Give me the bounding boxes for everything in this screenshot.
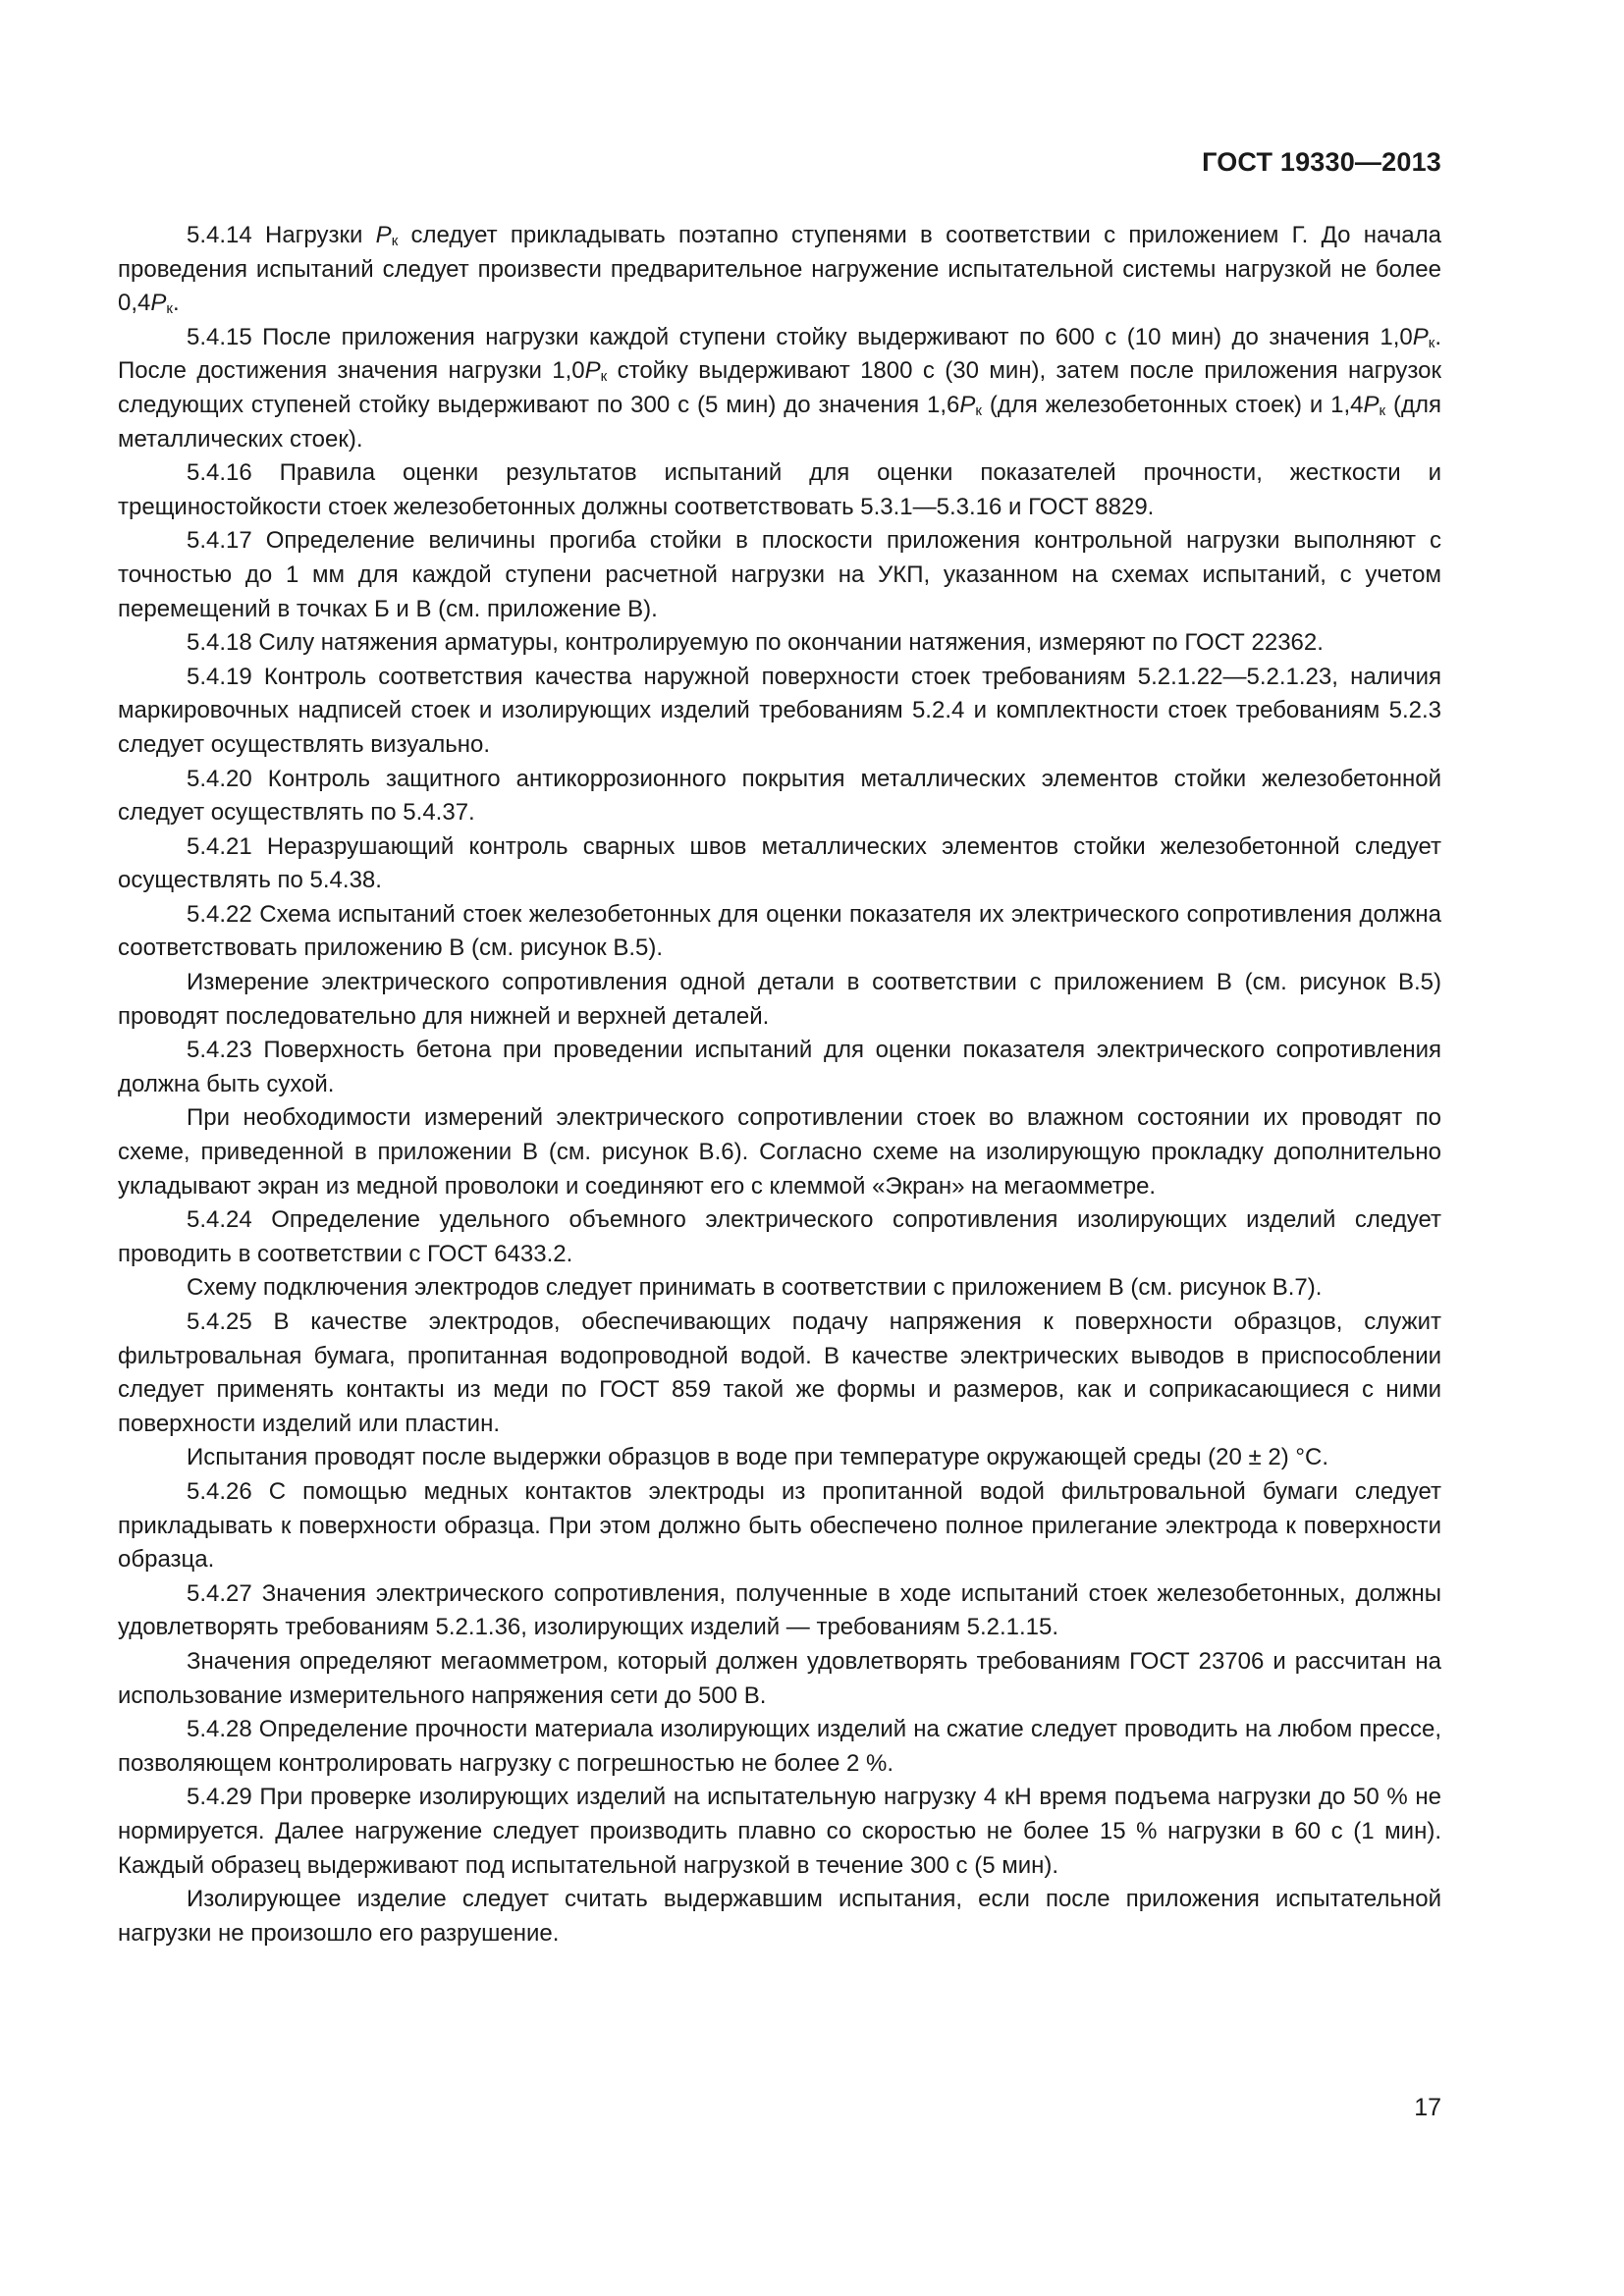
- page-number: 17: [1414, 2094, 1441, 2121]
- document-id-header: ГОСТ 19330—2013: [1202, 147, 1441, 177]
- symbol-p: P: [375, 222, 392, 248]
- paragraph-5-4-16: 5.4.16 Правила оценки результатов испытаний для оценки показателей прочности, жесткости и трещиностойкости стоек железобетонных должны соответствовать 5.3.1—5.3.16 и ГОСТ 8829.: [118, 459, 1441, 520]
- paragraph-5-4-22: 5.4.22 Схема испытаний стоек железобетонных для оценки показателя их электрического сопротивления должна соответствовать приложению В (см. рисунок В.5).: [118, 900, 1441, 962]
- document-body: [118, 219, 1441, 1950]
- paragraph-5-4-17: 5.4.17 Определение величины прогиба стойки в плоскости приложения контрольной нагрузки выполняют с точностью до 1 мм для каждой ступени расчетной нагрузки на УКП, указанном на схемах испытаний, с учетом перемещений в точках Б и В (см. приложение В).: [118, 527, 1441, 622]
- paragraph-5-4-24-continued: Схему подключения электродов следует принимать в соответствии с приложением В (см. рисунок В.7).: [187, 1274, 1323, 1302]
- paragraph-5-4-15: 5.4.15 После приложения нагрузки каждой ступени стойку выдерживают по 600 с (10 мин) до значения $1,0P_к$. После достижения значения нагрузки $1,0P_к$ стойку выдерживают 1800 с (30 мин), затем после приложения нагрузок следующих ступеней стойку выдерживают по 300 с (5 мин) до значения $1,6P_к$ (для железобетонных стоек) и $1,4P_к$ (для металлических стоек).: [118, 323, 1441, 453]
- paragraph-5-4-20: 5.4.20 Контроль защитного антикоррозионного покрытия металлических элементов стойки железобетонной следует осуществлять по 5.4.37.: [118, 765, 1441, 827]
- subscript-k: к: [166, 300, 173, 318]
- subscript-k: к: [975, 401, 982, 419]
- paragraph-5-4-29: 5.4.29 При проверке изолирующих изделий на испытательную нагрузку 4 кН время подъема нагрузки до 50 % не нормируется. Далее нагружение следует производить плавно со скоростью не более 15 % нагрузки в 60 с (1 мин). Каждый образец выдерживают под испытательной нагрузкой в течение 300 с (5 мин).: [118, 1784, 1441, 1879]
- symbol-p: P: [959, 391, 976, 418]
- paragraph-5-4-28: 5.4.28 Определение прочности материала изолирующих изделий на сжатие следует проводить на любом прессе, позволяющем контролировать нагрузку с погрешностью не более 2 %.: [118, 1716, 1441, 1777]
- paragraph-5-4-25: 5.4.25 В качестве электродов, обеспечивающих подачу напряжения к поверхности образцов, служит фильтровальная бумага, пропитанная водопроводной водой. В качестве электрических выводов в приспособлении следует применять контакты из меди по ГОСТ 859 такой же формы и размеров, как и соприкасающиеся с ними поверхности изделий или пластин.: [118, 1308, 1441, 1437]
- paragraph-5-4-27: 5.4.27 Значения электрического сопротивления, полученные в ходе испытаний стоек железобетонных, должны удовлетворять требованиям 5.2.1.36, изолирующих изделий — требованиям 5.2.1.15.: [118, 1579, 1441, 1641]
- subscript-k: к: [1379, 401, 1386, 419]
- paragraph-5-4-23: 5.4.23 Поверхность бетона при проведении испытаний для оценки показателя электрического сопротивления должна быть сухой.: [118, 1037, 1441, 1097]
- subscript-k: к: [1428, 334, 1435, 351]
- symbol-p: P: [1412, 323, 1429, 350]
- paragraph-5-4-25-continued: Испытания проводят после выдержки образцов в воде при температуре окружающей среды (20 ± 2) °С.: [187, 1444, 1328, 1471]
- paragraph-5-4-19: 5.4.19 Контроль соответствия качества наружной поверхности стоек требованиям 5.2.1.22—5.2.1.23, наличия маркировочных надписей стоек и изолирующих изделий требованиям 5.2.4 и комплектности стоек требованиям 5.2.3 следует осуществлять визуально.: [118, 663, 1441, 758]
- paragraph-5-4-14: 5.4.14 Нагрузки $P_к$ следует прикладывать поэтапно ступенями в соответствии с приложением Г. До начала проведения испытаний следует произвести предварительное нагружение испытательной системы нагрузкой не более $0,4P_к$.: [118, 222, 1442, 318]
- subscript-k: к: [391, 233, 399, 249]
- paragraph-5-4-21: 5.4.21 Неразрушающий контроль сварных швов металлических элементов стойки железобетонной следует осуществлять по 5.4.38.: [118, 832, 1441, 894]
- paragraph-5-4-24: 5.4.24 Определение удельного объемного электрического сопротивления изолирующих изделий следует проводить в соответствии с ГОСТ 6433.2.: [118, 1206, 1441, 1267]
- paragraph-5-4-18: 5.4.18 Силу натяжения арматуры, контролируемую по окончании натяжения, измеряют по ГОСТ 22362.: [187, 629, 1324, 657]
- paragraph-5-4-26: 5.4.26 С помощью медных контактов электроды из пропитанной водой фильтровальной бумаги следует прикладывать к поверхности образца. При этом должно быть обеспечено полное прилегание электрода к поверхности образца.: [118, 1477, 1441, 1574]
- symbol-p: P: [150, 290, 167, 317]
- symbol-p: P: [584, 357, 601, 385]
- paragraph-5-4-29-continued: Изолирующее изделие следует считать выдержавшим испытания, если после приложения испытательной нагрузки не произошло его разрушение.: [118, 1886, 1441, 1947]
- paragraph-5-4-27-continued: Значения определяют мегаомметром, который должен удовлетворять требованиям ГОСТ 23706 и рассчитан на использование измерительного напряжения сети до 500 В.: [118, 1647, 1441, 1709]
- paragraph-5-4-22-continued: Измерение электрического сопротивления одной детали в соответствии с приложением В (см. рисунок В.5) проводят последовательно для нижней и верхней деталей.: [118, 969, 1441, 1030]
- symbol-p: P: [1363, 391, 1380, 418]
- paragraph-5-4-23-continued: При необходимости измерений электрического сопротивлении стоек во влажном состоянии их проводят по схеме, приведенной в приложении В (см. рисунок В.6). Согласно схеме на изолирующую прокладку дополнительно укладывают экран из медной проволоки и соединяют его с клеммой «Экран» на мегаомметре.: [118, 1104, 1441, 1200]
- subscript-k: к: [600, 368, 608, 386]
